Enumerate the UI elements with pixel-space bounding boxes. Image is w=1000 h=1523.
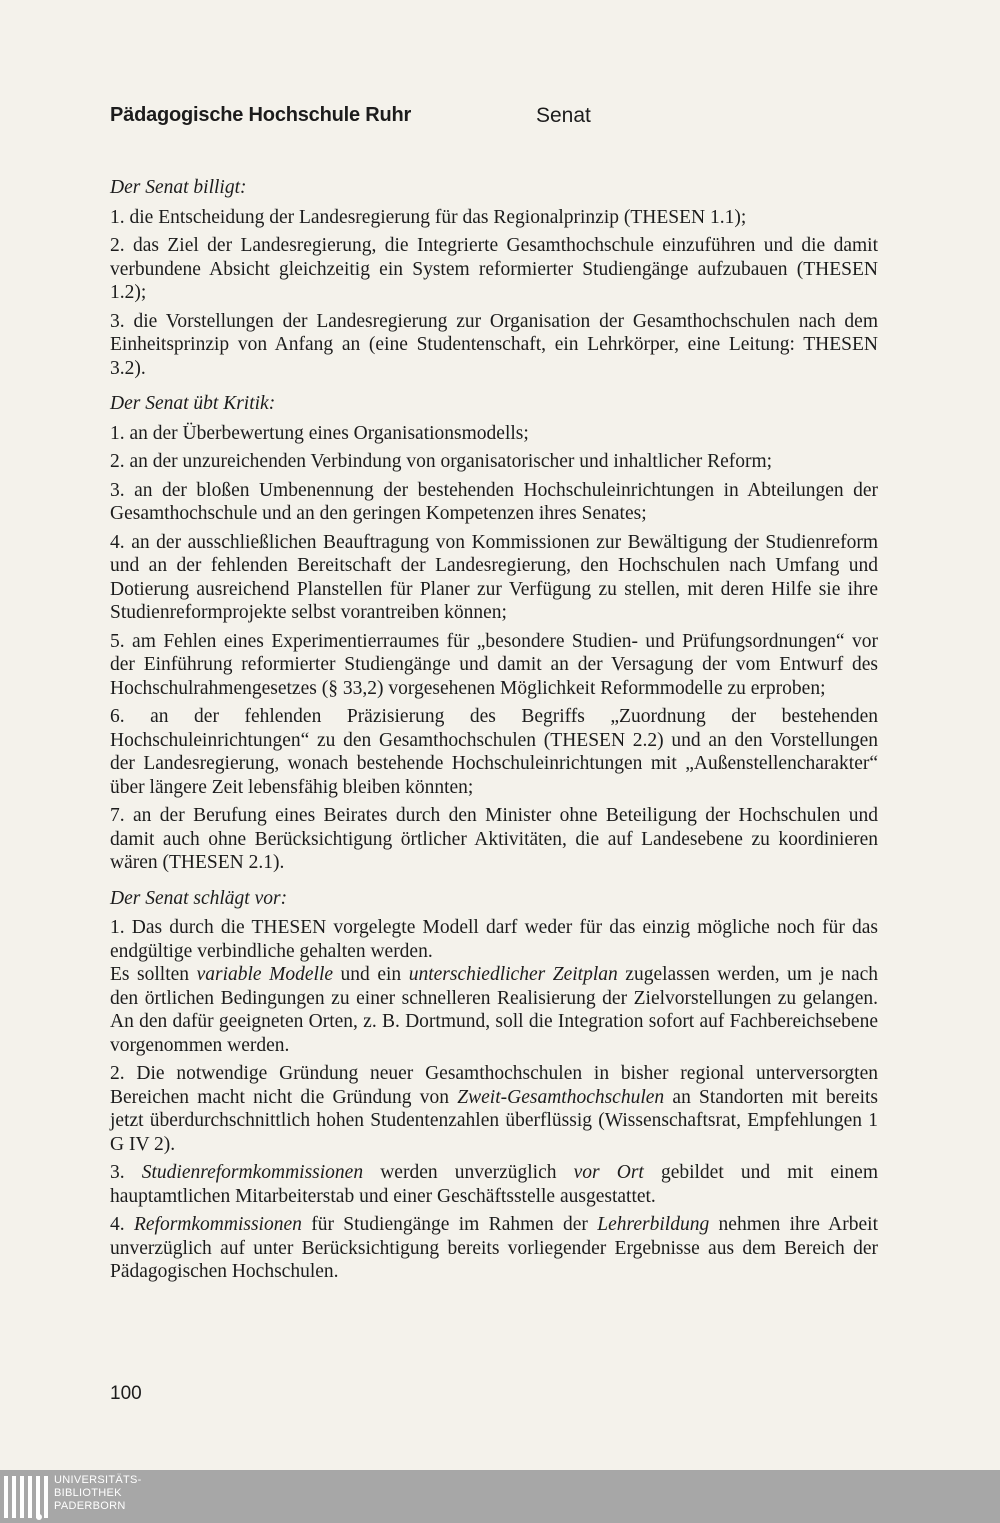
- page-number: 100: [110, 1383, 142, 1404]
- item-emphasis: Reformkommissionen: [133, 1214, 302, 1235]
- section-proposals: [110, 887, 878, 1284]
- list-item: 3. die Vorstellungen der Landesregierung zur Organisation der Gesamthochschulen nach dem Einheitsprinzip von Anfang an (eine Studentenschaft, ein Lehrkörper, eine Leitung: THESEN 3.2).: [110, 310, 878, 379]
- item-emphasis: Studienreformkommissionen: [141, 1162, 364, 1183]
- library-footer: [0, 1470, 1000, 1523]
- item-emphasis: Zweit-Gesamthochschulen: [457, 1086, 665, 1108]
- list-item: 4. an der ausschließlichen Beauftragung von Kommissionen zur Bewältigung der Studienreform und an der fehlenden Bereitschaft der Landesregierung, den Hochschulen nach Umfang und Dotierung ausreichend Planstellen für Planer zur Verfügung zu stellen, mit deren Hilfe sie ihre Studienreformprojekte selbst vorantreiben können;: [110, 531, 878, 623]
- library-label: [54, 1474, 142, 1513]
- library-label-line: UNIVERSITÄTS-: [54, 1474, 142, 1486]
- item-emphasis: vor Ort: [573, 1162, 644, 1183]
- list-item: 6. an der fehlenden Präzisierung des Begriffs „Zuordnung der bestehenden Hochschuleinrichtungen“ zu den Gesamthochschulen (THESEN 2.2) und an den Vorstellungen der Landesregierung, wonach bestehende Hochschuleinrichtungen mit „Außenstellencharakter“ über längere Zeit lebensfähig bleiben könnten;: [110, 706, 878, 798]
- library-label-line: PADERBORN: [54, 1500, 126, 1512]
- list-item: [110, 963, 878, 1057]
- item-text: für Studiengänge im Rahmen der: [301, 1214, 598, 1235]
- item-text: 1. Das durch die THESEN vorgelegte Modell darf weder für das einzig mögliche noch für das endgültige verbindliche gehalten werden.: [110, 917, 878, 962]
- section-heading: Der Senat billigt:: [110, 177, 247, 198]
- header-section: Senat: [536, 104, 591, 127]
- document-body: [110, 176, 878, 1296]
- item-text: Es sollten: [110, 964, 197, 985]
- section-heading: Der Senat schlägt vor:: [110, 887, 288, 909]
- list-item: 3. an der bloßen Umbenennung der bestehenden Hochschuleinrichtungen in Abteilungen der Gesamthochschule und an den geringen Kompetenzen ihres Senates;: [110, 479, 878, 524]
- section-criticism: [110, 392, 878, 875]
- list-item: 1. die Entscheidung der Landesregierung für das Regionalprinzip (THESEN 1.1);: [110, 206, 747, 228]
- item-text: nehmen ihre Arbeit unverzüglich auf unter Berücksichtigung bereits vorliegender Ergebnisse aus dem Bereich der Pädagogischen Hochschulen.: [110, 1214, 878, 1282]
- list-item: 2. an der unzureichenden Verbindung von organisatorischer und inhaltlicher Reform;: [110, 451, 773, 472]
- item-text: 2. Die notwendige Gründung neuer Gesamthochschulen in bisher regional unterversorgten Bereichen macht nicht die Gründung von: [110, 1063, 878, 1108]
- item-text: werden unverzüglich: [363, 1162, 574, 1183]
- item-text: und ein: [333, 964, 409, 985]
- item-text: an Standorten mit bereits jetzt überdurchschnittlich hohen Studentenzahlen überflüssig (Wissenschaftsrat, Empfehlungen 1 G IV 2).: [110, 1086, 879, 1155]
- list-item: 1. an der Überbewertung eines Organisationsmodells;: [110, 422, 529, 444]
- item-text: gebildet und mit einem hauptamtlichen Mitarbeiterstab und einer Geschäftsstelle ausgestattet.: [110, 1162, 878, 1207]
- list-item: [110, 1161, 878, 1208]
- section-approves: [110, 176, 878, 380]
- item-text: 4.: [110, 1214, 134, 1235]
- item-emphasis: variable Modelle: [196, 964, 334, 985]
- section-heading: Der Senat übt Kritik:: [110, 393, 276, 414]
- header-institution: Pädagogische Hochschule Ruhr: [110, 104, 412, 126]
- list-item: 5. am Fehlen eines Experimentierraumes für „besondere Studien- und Prüfungsordnungen“ vor der Einführung reformierter Studiengänge und damit an der Versagung der vom Entwurf des Hochschulrahmengesetzes (§ 33,2) vorgesehenen Möglichkeit Reformmodelle zu erproben;: [110, 630, 878, 699]
- list-item: [110, 1062, 878, 1156]
- list-item: [110, 916, 878, 963]
- item-text: zugelassen werden, um je nach den örtlichen Bedingungen zu einer schnelleren Realisierung der Zielvorstellungen zu gelangen. An den dafür geeigneten Orten, z. B. Dortmund, soll die Integration sofort auf Fachbereichsebene vorgenommen werden.: [110, 964, 879, 1056]
- list-item: 2. das Ziel der Landesregierung, die Integrierte Gesamthochschule einzuführen und die damit verbundene Absicht gleichzeitig ein System reformierter Studiengänge aufzubauen (THESEN 1.2);: [110, 235, 878, 303]
- item-emphasis: unterschiedlicher Zeitplan: [408, 964, 618, 985]
- library-logo-icon: [4, 1476, 48, 1518]
- library-label-line: BIBLIOTHEK: [54, 1487, 122, 1499]
- logo-dot-icon: [36, 1514, 42, 1520]
- item-text: 3.: [110, 1162, 142, 1183]
- list-item: [110, 1213, 878, 1284]
- item-emphasis: Lehrerbildung: [597, 1214, 710, 1235]
- list-item: 7. an der Berufung eines Beirates durch den Minister ohne Beteiligung der Hochschulen und damit auch ohne Berücksichtigung örtlicher Aktivitäten, die auf Landesebene zu koordinieren wären (THESEN 2.1).: [110, 805, 878, 873]
